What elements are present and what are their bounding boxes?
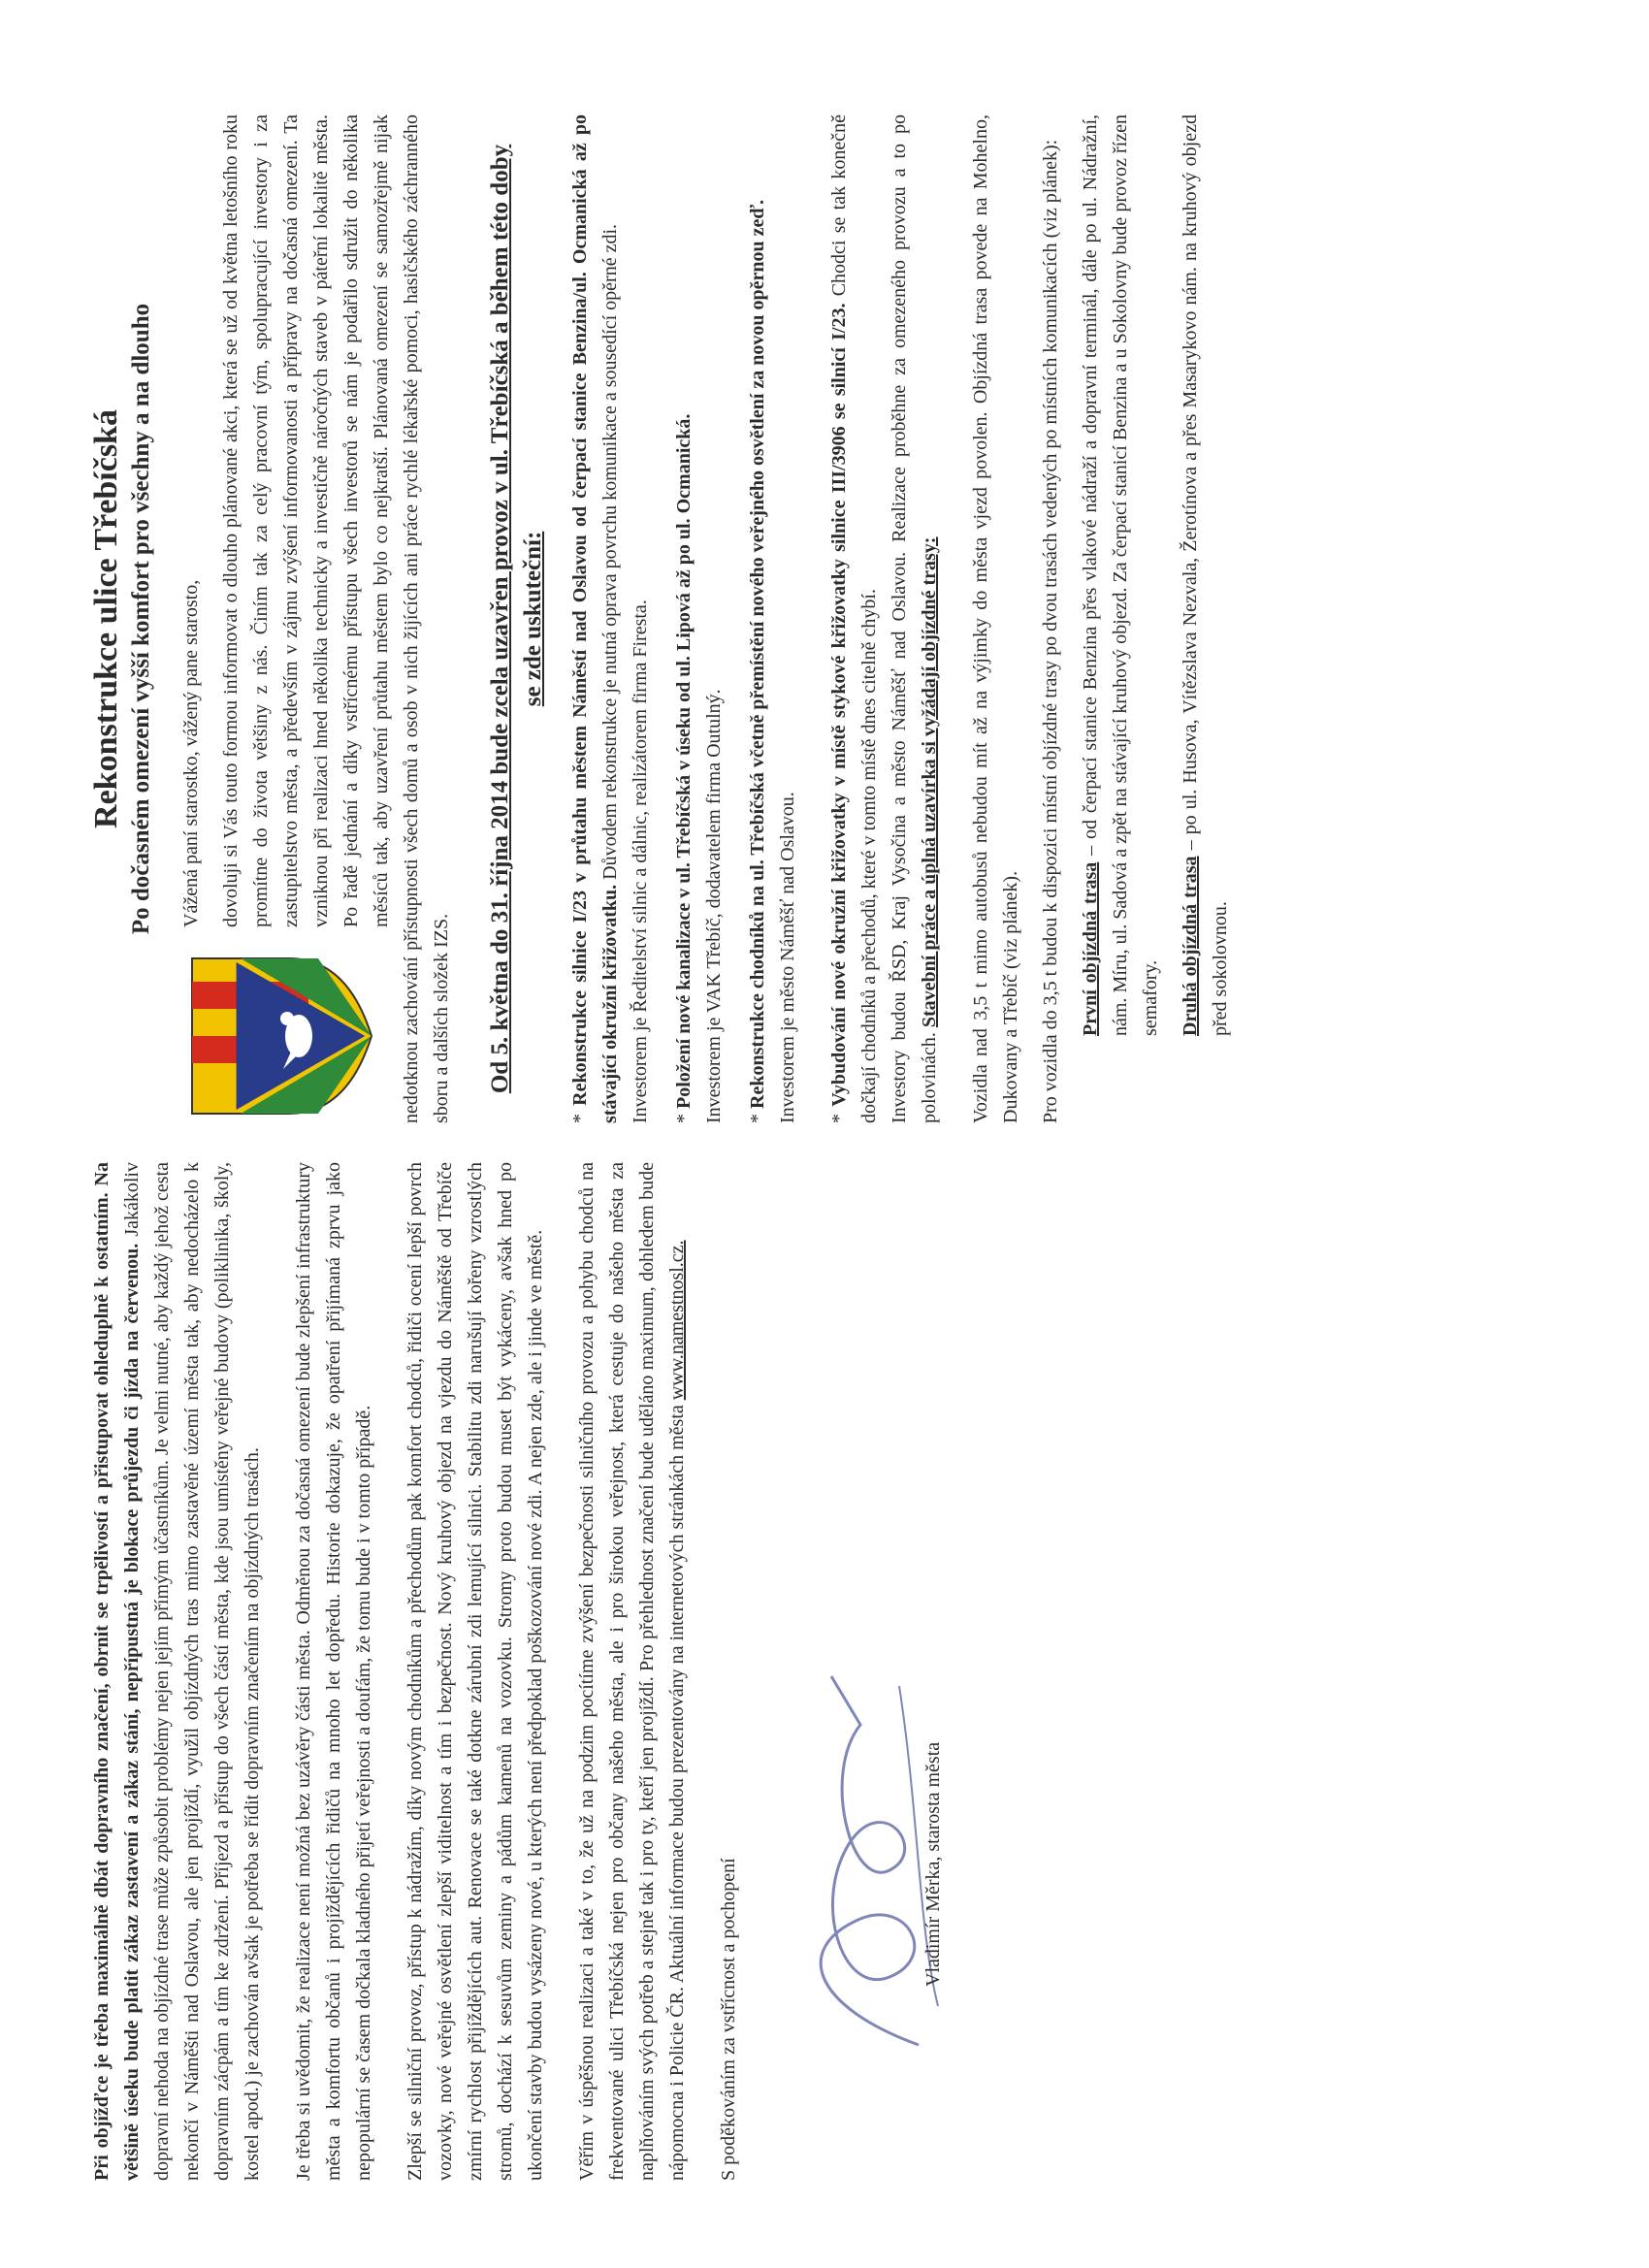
list-item: * Rekonstrukce silnice I/23 v průtahu městem Náměstí nad Oslavou od čerpací stanice Benzina/ul. Ocmanická až po stávající okružní křižovatku. Důvodem rekonstrukce je nutná oprava povrchu komunikace a sousedící opěrné zdi. Investorem je Ředitelství silnic a dálnic, realizátorem firma Firesta. [569, 113, 651, 1123]
right-column [87, 114, 1245, 1123]
website-link[interactable]: www.namestnosl.cz. [666, 1240, 688, 1401]
item-text: Chodci se tak konečně dočkají chodníků a přechodů, které v tomto místě dnes citelně chybí. [828, 113, 880, 1123]
item-text: Důvodem rekonstrukce je nutná oprava povrchu komunikace a sousedící opěrné zdi. [599, 223, 621, 880]
detour-heavy-vehicles: Vozidla nad 3,5 t mimo autobusů nebudou mít až na výjimky do města vjezd povolen. Objízdná trasa povede na Mohelno, Dukovany a Třebíč (viz plánek). [970, 114, 1021, 1123]
page-subtitle: Po dočasném omezení vyšší komfort pro všechny a na dlouho [128, 303, 154, 935]
improvement-paragraph: Zlepší se silniční provoz, přístup k nádražím, díky novým chodníkům a přechodům pak komfort chodců, řidiči ocení lepší povrch vozovky, nové veřejné osvětlení zlepší viditelnost a tím i bezpečnost. Nový kruhový objezd na vjezdu do Náměště od Třebíče zmírní rychlost přijíždějících aut. Renovace se také dotkne zárubní zdi lemující silnici. Stabilitu zdi narušují kořeny vzrostlých stromů, dochází k sesuvům zeminy a pádům kamenů na vozovku. Stromy proto budou muset být vykáceny, avšak hned po ukončení stavby budou vysázeny nové, u kterých není předpoklad poškozování nové zdi. A nejen zde, ale i jinde ve městě. [404, 1162, 546, 2181]
list-item: * Vybudování nové okružní křižovatky v místě stykové křižovatky silnice III/3906 se silnicí I/23. Chodci se tak konečně dočkají chodníků a přechodů, které v tomto místě dnes citelně chybí. Investory budou ŘSD, Kraj Vysočina a město Náměšť nad Oslavou. Realizace proběhne za omezeného provozu a to po polovinách. Stavební práce a úplná uzavírka si vyžádají objízdné trasy: [828, 113, 940, 1123]
item-investor: Investory budou ŘSD, Kraj Vysočina a město Náměšť nad Oslavou. Realizace proběhne za omezeného provozu a to po polovinách. [889, 114, 940, 1123]
route-second-label: Druhá objízdná trasa [1180, 856, 1201, 1036]
benefit-paragraph: Je třeba si uvědomit, že realizace není možná bez uzávěry části města. Odměnou za dočasná omezení bude zlepšení infrastruktury města a komfortu občanů i projíždějících řidičů na mnoho let dopředu. Historie dokazuje, že opatření přijímaná zprvu jako nepopulární se časem dočkala kladného přijetí veřejnosti a doufám, že tomu bude i v tomto případě. [293, 1162, 374, 2181]
intro-block [177, 114, 467, 1123]
detour-note: Stavební práce a úplná uzavírka si vyžádají objízdné trasy: [919, 536, 940, 1028]
route-first [1076, 114, 1166, 1123]
caution-paragraph [87, 1162, 268, 2181]
route-second-text: – po ul. Husova, Vítězslava Nezvala, Žerotínova a přes Masarykovo nám. na kruhový objezd před sokolovnou. [1180, 114, 1231, 1036]
caution-text: Jakákoliv dopravní nehoda na objízdné trase může způsobit problémy nejen jejím přímým účastníkům. Je velmi nutné, aby každý jehož cesta nekončí v Náměšti nad Oslavou, ale jen projíždí, využil objízdných tras mimo zastavěné území města tak, aby nedocházelo k dopravním zácpám a tím ke zdržení. Příjezd a přístup do všech částí města, kde jsou umístěny veřejné budovy (poliklinika, školy, kostel apod.) je zachován avšak je potřeba se řídit dopravním značením na objízdných trasách. [121, 1162, 263, 2181]
left-column [87, 1162, 996, 2181]
route-first-label: První objízdná trasa [1080, 861, 1101, 1036]
signature-block [773, 1162, 996, 2181]
caution-bold: Při objížďce je třeba maximálně dbát dopravního značení, obrnit se trpělivostí a přistupovat ohleduplně k ostatním. Na většině úseku bude platit zákaz zastavení a zákaz stání, nepřípustná je blokace průjezdu či jízda na červenou. [91, 1162, 143, 2181]
item-title: Položení nové kanalizace v ul. Třebíčská v úseku od ul. Lipová až po ul. Ocmanická. [673, 413, 695, 1109]
item-investor: Investorem je Ředitelství silnic a dálnic, realizátorem firma Firesta. [630, 599, 651, 1123]
page-title: Rekonstrukce ulice Třebíčská [88, 409, 124, 828]
signature-name: Vladimír Měrka, starosta města [922, 1741, 944, 1987]
list-item: * Rekonstrukce chodníků na ul. Třebíčská včetně přemístění nového veřejného osvětlení za novou opěrnou zeď. Investorem je město Náměšť nad Oslavou. [747, 199, 798, 1123]
list-item: * Položení nové kanalizace v ul. Třebíčská v úseku od ul. Lipová až po ul. Ocmanická. Investorem je VAK Třebíč, dodavatelem firma Outulný. [673, 413, 725, 1123]
closing-text: Věřím v úspěšnou realizaci a také v to, že už na podzim pocítíme zvýšení bezpečnosti silničního provozu a pohybu chodců na frekventované ulici Třebíčská nejen pro občany našeho města, ale i pro širokou veřejnost, která cestuje do našeho města za naplňováním svých potřeb a stejně tak i pro ty, kteří jen projíždí. Pro přehlednost značení bude uděláno maximum, dohledem bude nápomocna i Policie ČR. Aktuální informace budou prezentovány na internetových stránkách města [576, 1162, 688, 2181]
intro-paragraph: dovoluji si Vás touto formou informovat o dlouho plánované akci, která se už od května letošního roku promítne do života většiny z nás. Činím tak za celý pracovní tým, spolupracující investory i za zastupitelstvo města, a především v zájmu zvýšení informovanosti a přípravy na dočasná omezení. Ta vzniknou při realizaci hned několika technicky a investičně náročných staveb v páteřní lokalitě města. Po řadě jednání a díky vstřícnému přístupu všech investorů se nám je podařilo sdružit do několika měsíců tak, aby uzavření průtahu městem bylo co nejkratší. Plánovaná omezení se samozřejmě nijak nedotknou zachování přístupnosti všech domů a osob v nich žijících ani práce rychlé lékařské pomoci, hasičského záchranného sboru a dalších složek IZS. [220, 114, 452, 1123]
route-second [1176, 114, 1236, 1123]
item-title: Vybudování nové okružní křižovatky v místě stykové křižovatky silnice III/3906 se silnicí I/23. [828, 303, 850, 1107]
item-title: Rekonstrukce silnice I/23 v průtahu městem Náměstí nad Oslavou od čerpací stanice Benzina/ul. Ocmanická až po stávající okružní křižovatku. [569, 113, 621, 1123]
item-title: Rekonstrukce chodníků na ul. Třebíčská včetně přemístění nového veřejného osvětlení za novou opěrnou zeď. [747, 199, 768, 1109]
item-text: Investorem je VAK Třebíč, dodavatelem firma Outulný. [703, 689, 725, 1123]
closing-thanks: S poděkováním za vstřícnost a pochopení [718, 1858, 739, 2181]
route-first-text: – od čerpací stanice Benzina přes vlakové nádraží a dopravní terminál, dále po ul. Nádražní, nám. Míru, ul. Sadová a zpět na stávající kruhový objezd. Za čerpací stanicí Benzina a u Sokolovny bude provoz řízen semafory. [1080, 113, 1161, 1036]
item-investor: Investorem je město Náměšť nad Oslavou. [777, 792, 798, 1123]
greeting: Vážená paní starostko, vážený pane starosto, [180, 579, 202, 927]
town-crest-icon [182, 949, 376, 1123]
detour-light-vehicles: Pro vozidla do 3,5 t budou k dispozici místní objízdné trasy po dvou trasách vedených po místních komunikacích (viz plánek): [1040, 139, 1061, 1123]
closure-heading: Od 5. května do 31. října 2014 bude zcela uzavřen provoz v ul. Třebíčská a během této doby se zde uskuteční: [487, 144, 546, 1094]
closing-paragraph [572, 1162, 693, 2181]
